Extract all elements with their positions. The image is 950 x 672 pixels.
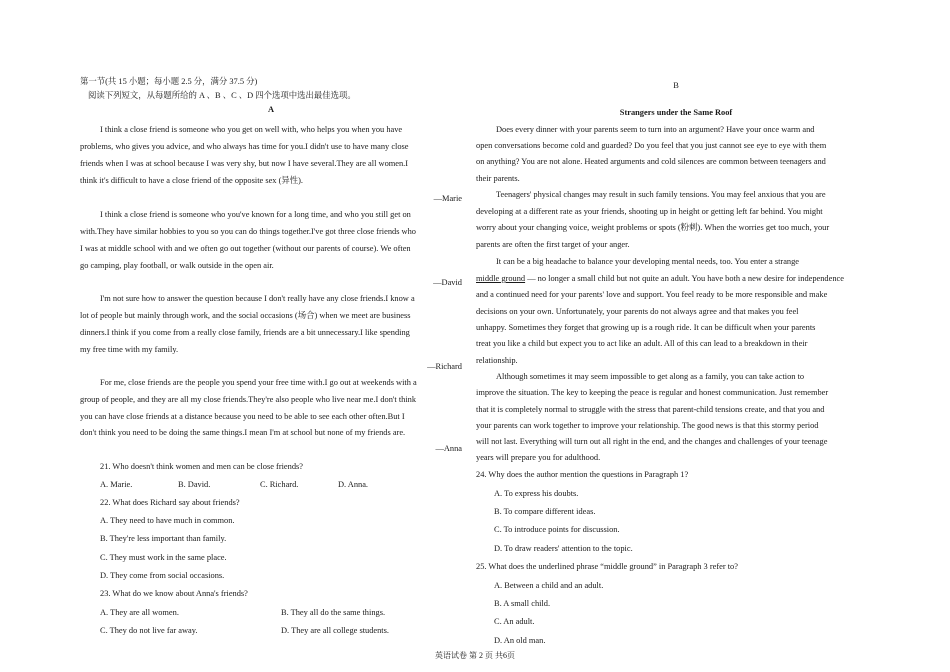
passage-line — [476, 273, 844, 284]
option-b: B. They all do the same things. — [281, 608, 386, 617]
page-footer: 英语试卷 第 2 页 共6页 — [435, 651, 515, 660]
passage-line: I think a close friend is someone who you've known for a long time, and who you still get on — [100, 210, 411, 219]
passage-line: with.They have similar hobbies to you so you can do things together.I've got three close friends who — [80, 227, 416, 236]
passage-line: relationship. — [476, 356, 518, 365]
passage-line: Does every dinner with your parents seem to turn into an argument? Have your once warm and — [496, 125, 815, 134]
passage-line: will not last. Everything will turn out all right in the end, and the changes and challenges of your teenage — [476, 437, 828, 446]
option-c: C. They must work in the same place. — [100, 553, 227, 562]
option-c: C. To introduce points for discussion. — [494, 525, 620, 534]
passage-line: treat you like a child but expect you to act like an adult. All of this can lead to a breakdown in their — [476, 339, 808, 348]
question-stem: 24. Why does the author mention the questions in Paragraph 1? — [476, 470, 689, 479]
option-b: B. David. — [178, 480, 211, 489]
passage-line: years will prepare you for adulthood. — [476, 453, 601, 462]
option-d: D. Anna. — [338, 480, 369, 489]
option-a: A. To express his doubts. — [494, 489, 579, 498]
option-c: C. An adult. — [494, 617, 535, 626]
option-a: A. They are all women. — [100, 608, 179, 617]
option-a: A. Marie. — [100, 480, 133, 489]
signature: —Anna — [435, 444, 462, 453]
passage-line-rest: — no longer a small child but not quite an adult. You have both a new desire for independence — [525, 274, 844, 283]
passage-line: go camping, play football, or walk outside in the open air. — [80, 261, 274, 270]
instruction-text: 阅读下列短文，从每题所给的 A 、B 、C 、D 四个选项中选出最佳选项。 — [88, 91, 356, 100]
question-stem: 23. What do we know about Anna's friends? — [100, 589, 248, 598]
passage-line: group of people, and they are all my close friends.They're also people who live near me.I don't think — [80, 395, 417, 404]
section-header: 第一节(共 15 小题；每小题 2.5 分，满分 37.5 分) — [80, 77, 258, 86]
passage-line: that it is completely normal to struggle with the stress that parent-child tensions create, and that you and — [476, 405, 825, 414]
passage-line: improve the situation. The key to keeping the peace is regular and honest communication. Just remember — [476, 388, 829, 397]
option-a: A. They need to have much in common. — [100, 516, 235, 525]
passage-line: and a continued need for your parents' love and support. You feel ready to be more responsible and make — [476, 290, 828, 299]
passage-line: developing at a different rate as your friends, shooting up in height or getting left far behind. You might — [476, 207, 823, 216]
passage-line: For me, close friends are the people you spend your free time with.I go out at weekends with a — [100, 378, 417, 387]
passage-line: my free time with my family. — [80, 345, 179, 354]
option-a: A. Between a child and an adult. — [494, 581, 604, 590]
passage-line: I think a close friend is someone who you get on well with, who helps you when you have — [100, 125, 403, 134]
option-d: D. They are all college students. — [281, 626, 389, 635]
passage-line: friends when I was at school because I was very shy, but now I have several.They are all women.I — [80, 159, 409, 168]
passage-line: think it's difficult to have a close friend of the opposite sex (异性). — [80, 176, 304, 185]
passage-line: parents are often the first target of your anger. — [476, 240, 630, 249]
passage-line: Teenagers' physical changes may result in such family tensions. You may feel anxious that you are — [496, 190, 826, 199]
passage-line: problems, who gives you advice, and who always has time for you.I didn't use to have many close — [80, 142, 409, 151]
passage-line: their parents. — [476, 174, 520, 183]
question-stem: 25. What does the underlined phrase “middle ground” in Paragraph 3 refer to? — [476, 562, 738, 571]
passage-line: your parents can work together to improve your relationship. The good news is that this stormy period — [476, 421, 819, 430]
passage-title: Strangers under the Same Roof — [619, 108, 733, 117]
passage-line: open conversations become cold and guarded? Do you feel that you just cannot see eye to eye with them — [476, 141, 827, 150]
passage-b-label: B — [673, 81, 679, 90]
option-d: D. They come from social occasions. — [100, 571, 225, 580]
option-b: B. To compare different ideas. — [494, 507, 596, 516]
signature: —Richard — [427, 362, 462, 371]
underlined-phrase: middle ground — [476, 274, 526, 283]
passage-line: worry about your changing voice, weight problems or spots (粉刺). When the worries get too much, your — [476, 223, 830, 232]
passage-line: lot of people but mainly through work, and the social occasions (场合) when we meet are business — [80, 311, 411, 320]
passage-line: don't think you need to be doing the same things.I mean I'm at school but none of my friends are. — [80, 428, 406, 437]
signature: —Marie — [433, 194, 462, 203]
passage-line: decisions on your own. Unfortunately, your parents do not always agree and that makes you feel — [476, 307, 799, 316]
passage-line: I was at middle school with and we often go out together (without our parents of course). We often — [80, 244, 411, 253]
passage-line: on anything? You are not alone. Heated arguments and cold silences are common between teenagers and — [476, 157, 826, 166]
passage-a-label: A — [267, 105, 275, 114]
question-stem: 21. Who doesn't think women and men can be close friends? — [100, 462, 303, 471]
passage-line: you can have close friends at a distance because you need to be able to see each other often.But I — [80, 412, 405, 421]
passage-line: Although sometimes it may seem impossible to get along as a family, you can take action to — [496, 372, 805, 381]
option-b: B. They're less important than family. — [100, 534, 227, 543]
passage-line: unhappy. Sometimes they forget that growing up is a rough ride. It can be difficult when your parents — [476, 323, 816, 332]
option-c: C. Richard. — [260, 480, 299, 489]
option-d: D. An old man. — [494, 636, 546, 645]
signature: —David — [433, 278, 462, 287]
passage-line: dinners.I think if you come from a really close family, friends are a bit unnecessary.I like spending — [80, 328, 410, 337]
passage-line: It can be a big headache to balance your developing mental needs, too. You enter a strange — [496, 257, 800, 266]
option-b: B. A small child. — [494, 599, 551, 608]
passage-line: I'm not sure how to answer the question because I don't really have any close friends.I know a — [100, 294, 415, 303]
question-stem: 22. What does Richard say about friends? — [100, 498, 240, 507]
option-d: D. To draw readers' attention to the topic. — [494, 544, 633, 553]
option-c: C. They do not live far away. — [100, 626, 198, 635]
